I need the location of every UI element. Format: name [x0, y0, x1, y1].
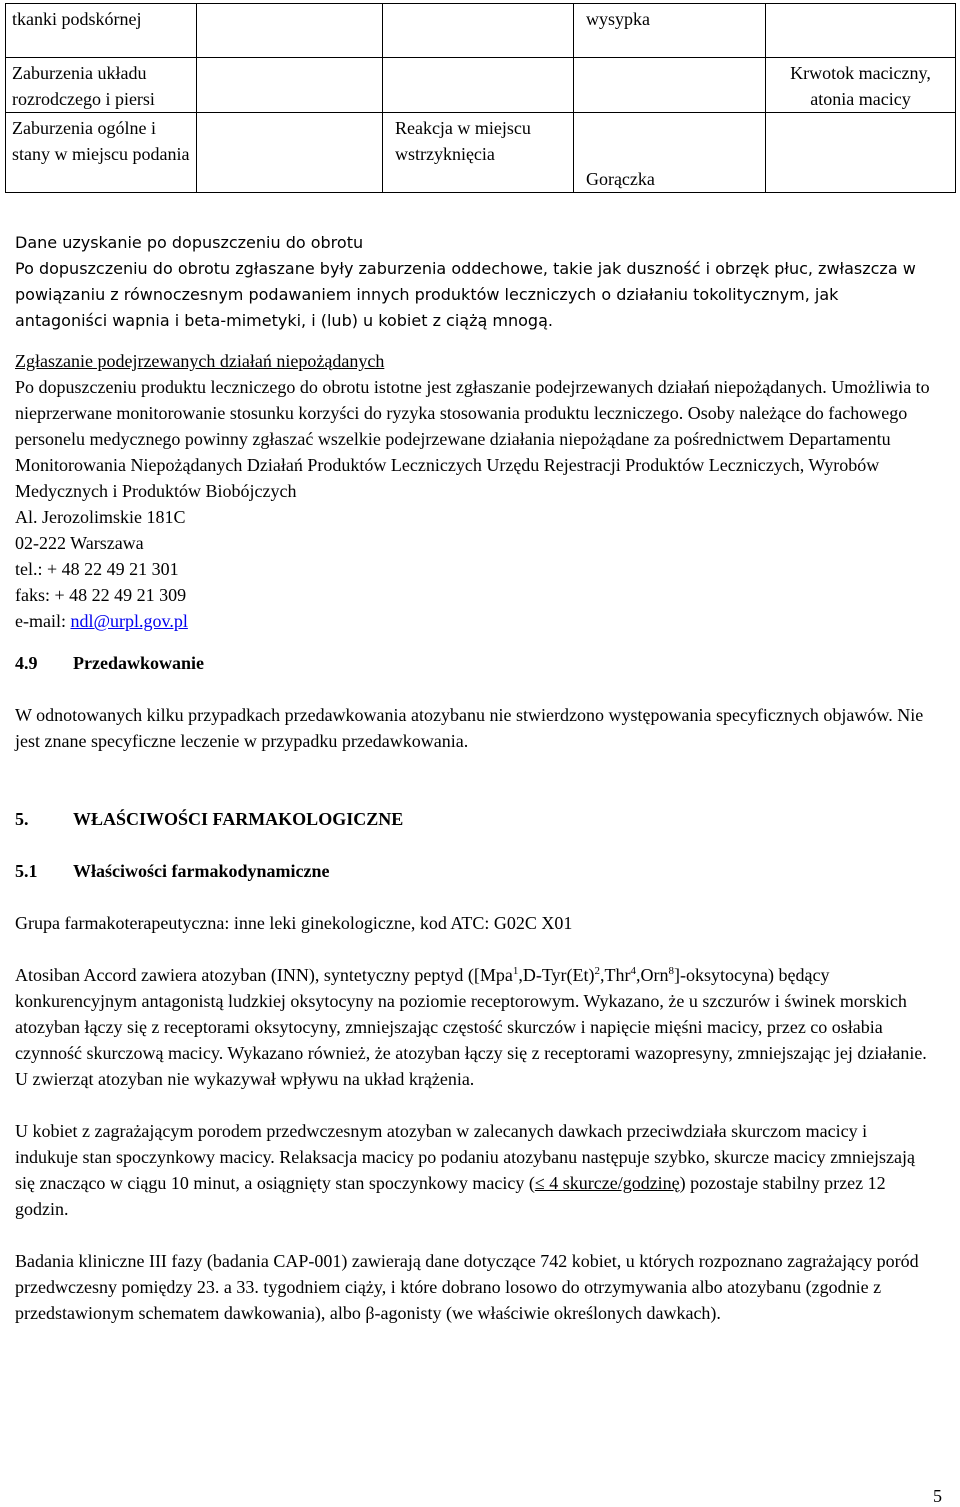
table-row [6, 4, 956, 58]
superscript: 1 [512, 965, 519, 977]
table-cell [197, 4, 383, 58]
email-link[interactable]: ndl@urpl.gov.pl [70, 611, 188, 631]
section-title: Przedawkowanie [73, 653, 204, 673]
text-run: U kobiet z zagrażającym porodem przedwczesnym atozyban w zalecanych dawkach przeciwdziała skurczom macicy i indukuje stan spoczynkowy macicy. Relaksacja macicy po podaniu atozybanu następuje szybko, skurcze macicy zmniejszają się znacząco w ciągu 10 minut, a osiągnięty stan spoczynkowy macicy ( [15, 1121, 916, 1193]
table-row [6, 58, 956, 113]
address-line: 02-222 Warszawa [15, 533, 144, 553]
section-4-9-heading [15, 650, 930, 676]
post-marketing-heading: Dane uzyskanie po dopuszczeniu do obrotu [15, 233, 364, 252]
post-marketing-section [15, 230, 930, 334]
section-number: 5.1 [15, 861, 38, 881]
table-cell: Krwotok maciczny, atonia macicy [765, 58, 955, 113]
email-line [15, 608, 930, 634]
table-cell: Zaburzenia ogólne i stany w miejscu podania [6, 113, 197, 193]
table-cell: wysypka [573, 4, 765, 58]
table-cell: Gorączka [573, 113, 765, 193]
text-run: ,D-Tyr(Et) [518, 965, 595, 985]
reporting-heading: Zgłaszanie podejrzewanych działań niepożądanych [15, 351, 385, 371]
text-run: ,Thr [600, 965, 631, 985]
table-row [6, 113, 956, 193]
section-number: 5. [15, 809, 29, 829]
section-5-heading [15, 806, 930, 832]
document-body [15, 230, 930, 1326]
table-cell [382, 4, 573, 58]
pharmacotherapeutic-group: Grupa farmakoterapeutyczna: inne leki ginekologiczne, kod ATC: G02C X01 [15, 913, 573, 933]
table-cell [573, 58, 765, 113]
text-run: Atosiban Accord zawiera atozyban (INN), syntetyczny peptyd ([Mpa [15, 965, 513, 985]
section-title: Właściwości farmakodynamiczne [73, 861, 330, 881]
mechanism-paragraph [15, 962, 930, 1092]
section-5-1-heading [15, 858, 930, 884]
text-run: ,Orn [636, 965, 669, 985]
superscript: 4 [630, 965, 637, 977]
table-cell [765, 4, 955, 58]
adverse-events-table [5, 3, 956, 193]
reporting-text: Po dopuszczeniu produktu leczniczego do obrotu istotne jest zgłaszanie podejrzewanych działań niepożądanych. Umożliwia to nieprzerwane monitorowanie stosunku korzyści do ryzyka stosowania produktu leczniczego. Osoby należące do fachowego personelu medycznego powinny zgłaszać wszelkie podejrzewane działania niepożądane za pośrednictwem Departamentu Monitorowania Niepożądanych Działań Produktów Leczniczych Urzędu Rejestracji Produktów Leczniczych, Wyrobów Medycznych i Produktów Biobójczych [15, 377, 930, 501]
table-cell [197, 58, 383, 113]
table-cell [382, 58, 573, 113]
post-marketing-text: Po dopuszczeniu do obrotu zgłaszane były zaburzenia oddechowe, takie jak duszność i obrzęk płuc, zwłaszcza w powiązaniu z równoczesnym podawaniem innych produktów leczniczych o działaniu tokolitycznym, jak antagoniści wapnia i beta-mimetyki, i (lub) u kobiet z ciążą mnogą. [15, 259, 916, 330]
superscript: 2 [594, 965, 601, 977]
table-cell [765, 113, 955, 193]
phone-number: tel.: + 48 22 49 21 301 [15, 559, 179, 579]
fax-number: faks: + 48 22 49 21 309 [15, 585, 187, 605]
table-cell [197, 113, 383, 193]
text-run: ]-oksytocyna) będący konkurencyjnym antagonistą ludzkiej oksytocyny na poziomie receptorowym. Wykazano, że u szczurów i świnek morskich atozyban łączy się z receptorami oksytocyny, zmniejszając częstość skurczów i napięcie mięśni macicy, przez co osłabia czynność skurczową macicy. Wykazano również, że atozyban łączy się z receptorami wazopresyny, zmniejszając jej działanie. U zwierząt atozyban nie wykazywał wpływu na układ krążenia. [15, 965, 927, 1089]
page-number: 5 [933, 1486, 942, 1506]
table-cell: tkanki podskórnej [6, 4, 197, 58]
table-cell: Reakcja w miejscu wstrzyknięcia [382, 113, 573, 193]
section-number: 4.9 [15, 653, 38, 673]
overdose-text: W odnotowanych kilku przypadkach przedawkowania atozybanu nie stwierdzono występowania specyficznych objawów. Nie jest znane specyficzne leczenie w przypadku przedawkowania. [15, 705, 924, 751]
address-line: Al. Jerozolimskie 181C [15, 507, 186, 527]
section-title: WŁAŚCIWOŚCI FARMAKOLOGICZNE [73, 809, 404, 829]
threshold-value: ≤ 4 skurcze/godzinę [534, 1173, 680, 1193]
reporting-section [15, 348, 930, 634]
text-run: ) pozostaje stabilny przez 12 godzin. [15, 1173, 886, 1219]
superscript: 8 [668, 965, 675, 977]
table-cell: Zaburzenia układu rozrodczego i piersi [6, 58, 197, 113]
email-label: e-mail: [15, 611, 71, 631]
clinical-trial-paragraph: Badania kliniczne III fazy (badania CAP-001) zawierają dane dotyczące 742 kobiet, u których rozpoznano zagrażający poród przedwczesny pomiędzy 23. a 33. tygodniem ciąży, i które dobrano losowo do otrzymywania albo atozybanu (zgodnie z przedstawionym schematem dawkowania), albo β-agonisty (we właściwie określonych dawkach). [15, 1251, 919, 1323]
clinical-effect-paragraph [15, 1118, 930, 1222]
